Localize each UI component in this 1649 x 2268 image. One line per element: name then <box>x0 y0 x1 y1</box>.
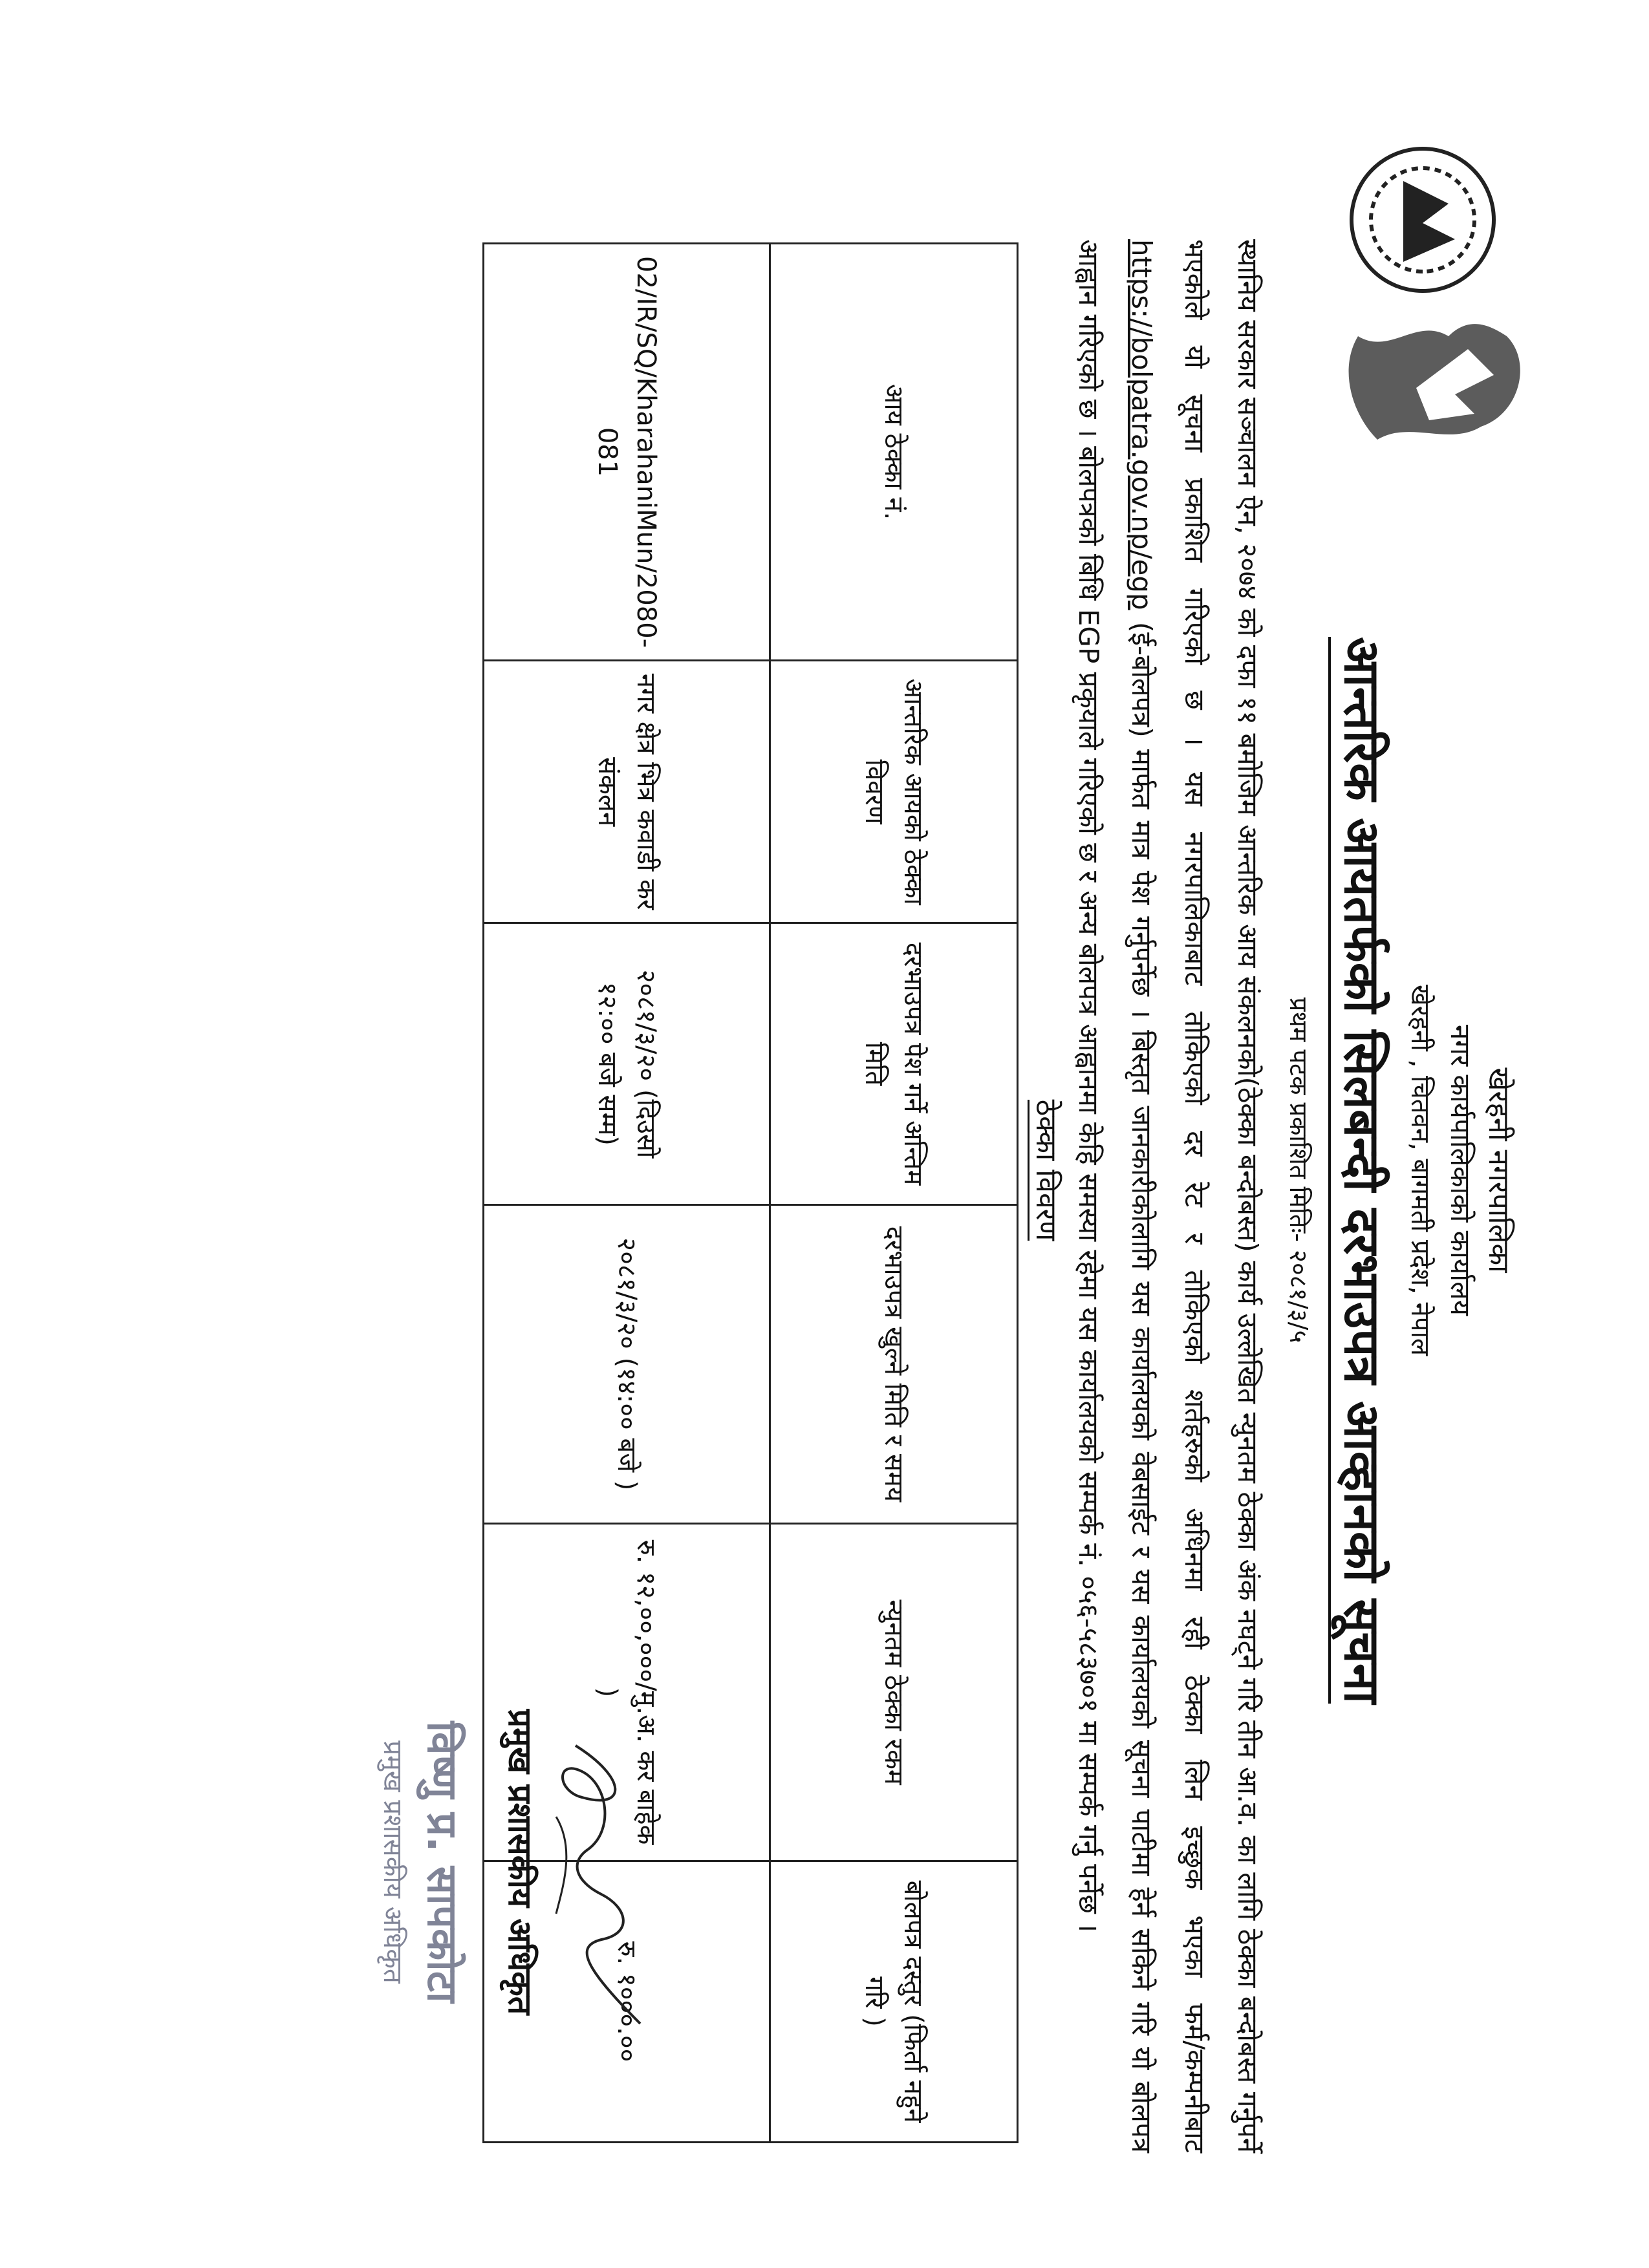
signature-scribble-icon <box>543 1720 653 2043</box>
table-caption-text: ठेक्का विवरण <box>1028 1100 1062 1241</box>
header-submission-deadline: दरभाउपत्र पेश गर्ने अन्तिम मिति <box>770 923 1018 1205</box>
notice-sheet <box>71 103 1558 2237</box>
cell-opening-date: २०८१/३/२० (१४:०० बजे ) <box>484 1204 770 1523</box>
official-stamp <box>376 1571 472 2153</box>
notice-title-text: आन्तरिक आयतर्फको सिलबन्दी दरभाउपत्र आव्हानको सूचना <box>1328 637 1391 1704</box>
header-bid-fee: बोलपत्र दस्तुर (फिर्ता नहुने गरि ) <box>770 1861 1018 2143</box>
egp-link[interactable]: https://bolpatra.gov.np/egp <box>1126 239 1158 610</box>
stamp-name: विष्णु प्र. सापकोटा <box>418 1721 466 2003</box>
header-contract-no: आय ठेक्का नं. <box>770 244 1018 661</box>
cell-contract-no: 02/IR/SQ/KharahaniMun/2080-081 <box>484 244 770 661</box>
address: खेरहनी , चितवन, बागमती प्रदेश, नेपाल <box>1405 985 1435 1356</box>
body-part-2: (ई-बोलपत्र) मार्फत मात्र पेश गर्नुपर्नेछ । बिस्तृत जानकारीकोलागि यस कार्यालयको वेबसाईट र यस कार्यालयको सूचना पाटीमा हेर्न सकिने गरि यो बोलपत्र आह्वान गरिएको छ । बोलपत्रको बिधि EGP प्रकृयाले गरिएको छ र अन्य बोलपत्र आह्वानमा केहि समस्या रहेमा यस कार्यालयको सम्पर्क नं. ०५६-५८३७०१ मा सम्पर्क गर्नु पर्नेछ । <box>1073 239 1158 2153</box>
cell-bid-fee: रु. १०००.०० <box>484 1861 770 2143</box>
header-description: आन्तरिक आयको ठेक्का विवरण <box>770 661 1018 923</box>
org-name: खेरहनी नगरपालिका <box>1482 1067 1515 1273</box>
body-part-1: स्थानिय सरकार सञ्चालन ऐन, २०७४ को दफा ११ बमोजिम आन्तरिक आय संकलनको(ठेक्का बन्दोबस्त) कार्य उल्लेखित न्युनतम ठेक्का अंक नघट्ने गरि तीन आ.व. का लागि ठेक्का बन्दोबस्त गर्नुपर्ने भएकोले यो सूचना प्रकाशित गरिएको छ । यस नगरपालिकाबाट तोकिएको दर रेट र तोकिएको शर्तहरुको अधिनमा रही ठेक्का लिन इच्छुक भएका फर्म/कम्पनीबाट <box>1179 239 1264 2153</box>
office-name: नगर कार्यपालिकाको कार्यालय <box>1445 1025 1476 1316</box>
cell-minimum-amount: रु. १२,००,०००/मु.अ. कर बाहेक ) <box>484 1523 770 1861</box>
header-opening-date: दरभाउपत्र खुल्ने मिति र समय <box>770 1204 1018 1523</box>
notice-title <box>1330 103 1397 2237</box>
cell-description: नगर क्षेत्र भित्र कवाडी कर संकलन <box>484 661 770 923</box>
header-minimum-amount: न्युनतम ठेक्का रकम <box>770 1523 1018 1861</box>
notice-body <box>1062 239 1274 2153</box>
table-header-row <box>770 244 1018 2143</box>
stamp-role: प्रमुख प्रशासकीय अधिकृत <box>378 1740 407 1984</box>
publish-date: प्रथम पटक प्रकाशित मितिः- २०८१/३/५ <box>1284 997 1313 1343</box>
cell-submission-deadline: २०८१/३/२० (दिउसो १२:०० बजे सम्म) <box>484 923 770 1205</box>
table-caption <box>1028 103 1067 2237</box>
signatory-title: प्रमुख प्रशासकीय अधिकृत <box>501 1709 539 2015</box>
signature-block <box>265 1571 653 2153</box>
